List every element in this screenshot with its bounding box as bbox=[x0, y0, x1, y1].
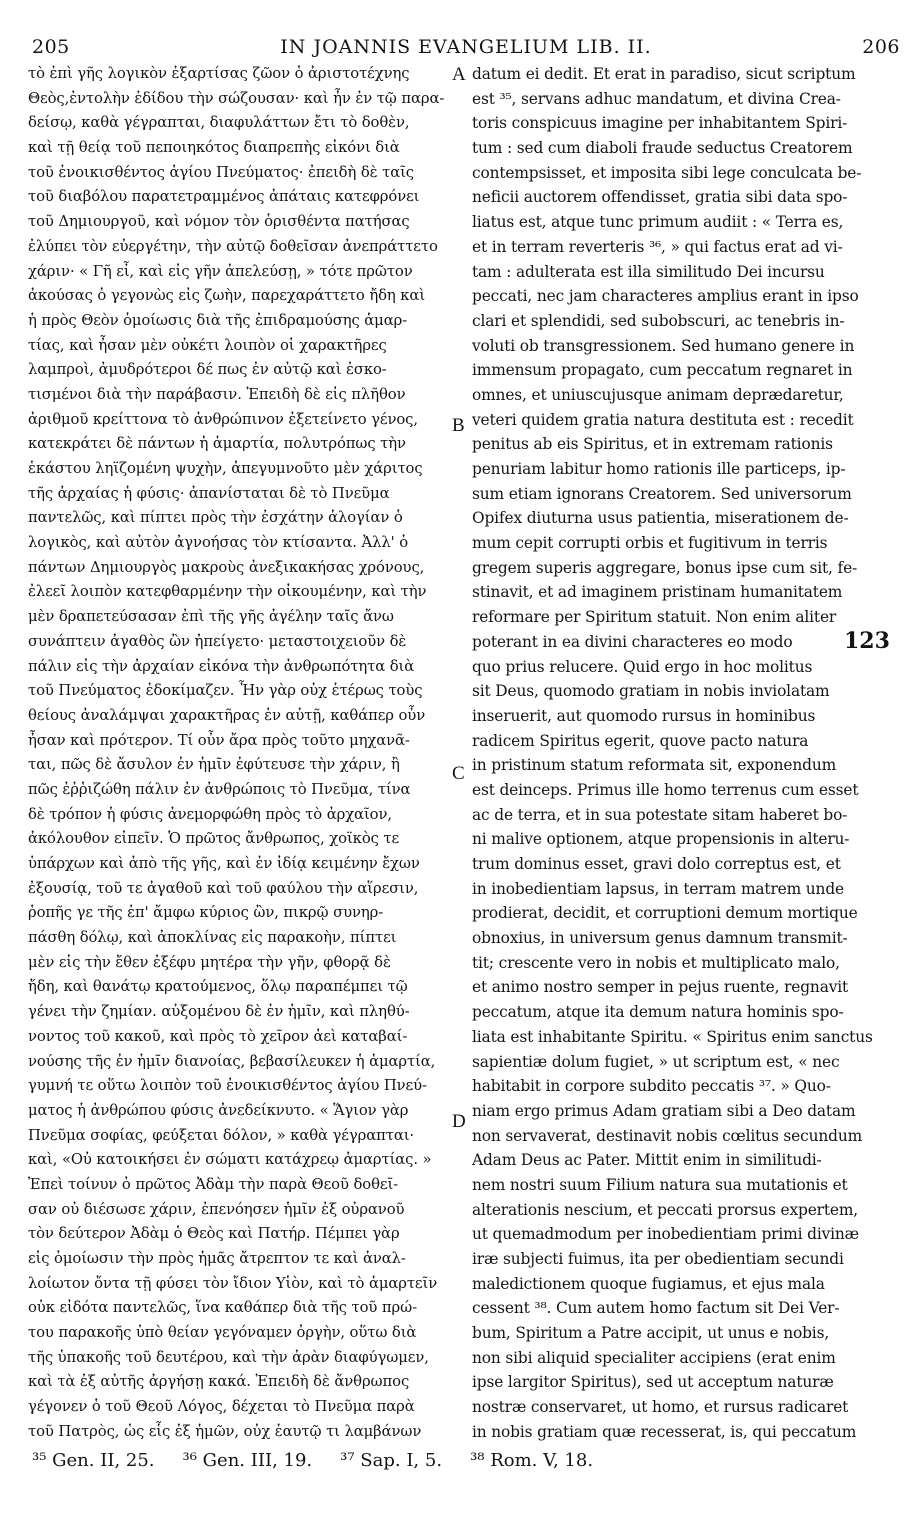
latin-text-line: reformare per Spiritum statuit. Non enim aliter bbox=[472, 608, 837, 627]
latin-text-line: prodierat, decidit, et corruptioni demum mortique bbox=[472, 904, 858, 923]
greek-text-line: δὲ τρόπον ἡ φύσις ἀνεμορφώθη πρὸς τὸ ἀρχαῖον, bbox=[28, 805, 392, 823]
latin-text-line: trum dominus esset, gravi dolo correptus est, et bbox=[472, 855, 841, 873]
latin-text-line: peccatum, atque ita demum natura hominis spo- bbox=[472, 1003, 844, 1022]
greek-text-line: νοντος τοῦ κακοῦ, καὶ πρὸς τὸ χεῖρον ἀεὶ καταβαί- bbox=[28, 1027, 408, 1045]
greek-text-line: τοῦ Πατρὸς, ὡς εἷς ἐξ ἡμῶν, οὐχ ἑαυτῷ τι λαμβάνων bbox=[28, 1422, 422, 1440]
greek-text-line: πῶς ἐῤῥιζώθη πάλιν ἐν ἀνθρώποις τὸ Πνεῦμα, τίνα bbox=[28, 780, 411, 798]
latin-text-line: stinavit, et ad imaginem pristinam humanitatem bbox=[472, 583, 843, 602]
latin-text-line: in inobedientiam lapsus, in terram matrem unde bbox=[472, 879, 844, 898]
latin-text-line: peccati, nec jam characteres amplius erant in ipso bbox=[472, 287, 859, 306]
footnotes bbox=[32, 1450, 900, 1478]
greek-text-line: ἐλεεῖ λοιπὸν κατεφθαρμένην τὴν οἰκουμένην, καὶ τὴν bbox=[28, 583, 427, 601]
greek-text-line: ἦσαν καὶ πρότερον. Τί οὖν ἄρα πρὸς τοῦτο μηχανᾶ- bbox=[28, 731, 410, 749]
greek-text-line: ἡ πρὸς Θεὸν ὁμοίωσις διὰ τῆς ἐπιδραμούσης ἁμαρ- bbox=[28, 311, 408, 329]
greek-text-line: νούσης τῆς ἐν ἡμῖν διανοίας, βεβασίλευκεν ἡ ἁμαρτία, bbox=[28, 1052, 436, 1070]
greek-text-line: ται, πῶς δὲ ἄσυλον ἐν ἡμῖν ἐφύτευσε τὴν χάριν, ἢ bbox=[28, 756, 400, 774]
latin-text-line: maledictionem quoque fugiamus, et ejus mala bbox=[472, 1274, 825, 1293]
greek-text-line: Ἐπεὶ τοίνυν ὁ πρῶτος Ἀδὰμ τὴν παρὰ Θεοῦ δοθεῖ- bbox=[28, 1175, 399, 1193]
greek-text-line: λοίωτον ὄντα τῇ φύσει τὸν ἴδιον Υἱὸν, καὶ τὸ ἁμαρτεῖν bbox=[28, 1274, 438, 1292]
latin-text-line: radicem Spiritus egerit, quove pacto natura bbox=[472, 731, 809, 750]
latin-text-line: tum : sed cum diaboli fraude seductus Creatorem bbox=[472, 139, 853, 158]
greek-text-line: τοῦ διαβόλου παρατετραμμένος ἀπάταις κατεφρόνει bbox=[28, 188, 420, 206]
greek-text-line: ἀκόλουθον εἰπεῖν. Ὁ πρῶτος ἄνθρωπος, χοϊκὸς τε bbox=[28, 830, 400, 848]
greek-text-line: του παρακοῆς ὑπὸ θείαν γεγόναμεν ὀργὴν, οὕτω διὰ bbox=[28, 1324, 417, 1342]
latin-text-line: ni malive optionem, atque propensionis in alteru- bbox=[472, 830, 850, 849]
footnote: ³⁶ Gen. III, 19. bbox=[182, 1450, 313, 1471]
latin-text-line: inseruerit, aut quomodo rursus in hominibus bbox=[472, 706, 816, 725]
latin-text-line: voluti ob transgressionem. Sed humano genere in bbox=[472, 336, 855, 355]
greek-text-line: μὲν δραπετεύσασαν ἐπὶ τῆς γῆς ἀγέλην ταῖς ἄνω bbox=[28, 608, 394, 626]
greek-text-line: καὶ, «Οὐ κατοικήσει ἐν σώματι κατάχρεῳ ἁμαρτίας. » bbox=[28, 1151, 432, 1169]
greek-text-line: ἤδη, καὶ θανάτῳ κρατούμενος, ὅλῳ παραπέμπει τῷ bbox=[28, 978, 408, 996]
greek-text-line: πάντων Δημιουργὸς μακροὺς ἀνεξικακήσας χρόνους, bbox=[28, 558, 425, 576]
greek-text-line: ἀκούσας ὁ γεγονὼς εἰς ζωὴν, παρεχαράττετο ἤδη καὶ bbox=[28, 287, 426, 305]
greek-text-line: τισμένοι διὰ τὴν παράβασιν. Ἐπειδὴ δὲ εἰς πλῆθον bbox=[28, 385, 406, 403]
latin-text-line: veteri quidem gratia natura destituta est : recedit bbox=[472, 410, 854, 429]
latin-text-line: Adam Deus ac Pater. Mittit enim in similitudi- bbox=[472, 1151, 822, 1170]
greek-text-line: Θεὸς,ἐντολὴν ἐδίδου τὴν σώζουσαν· καὶ ἦν ἐν τῷ παρα- bbox=[28, 89, 445, 107]
footnote: ³⁷ Sap. I, 5. bbox=[340, 1450, 443, 1471]
greek-text-line: τὸ ἐπὶ γῆς λογικὸν ἐξαρτίσας ζῶον ὁ ἀριστοτέχνης bbox=[28, 65, 410, 82]
greek-text-line: τῆς ὑπακοῆς τοῦ δευτέρου, καὶ τὴν ἀρὰν διαφύγωμεν, bbox=[28, 1348, 429, 1366]
latin-text-line: ipse largitor Spiritus), sed ut acceptum naturæ bbox=[472, 1373, 834, 1392]
latin-text-line: nostræ conservaret, ut homo, et rursus radicaret bbox=[472, 1398, 849, 1417]
greek-text-line: παντελῶς, καὶ πίπτει πρὸς τὴν ἐσχάτην ἀλογίαν ὁ bbox=[28, 509, 403, 527]
latin-text-line: in pristinum statum reformata sit, exponendum bbox=[472, 756, 837, 775]
greek-text-line: τίας, καὶ ἦσαν μὲν οὐκέτι λοιπὸν οἱ χαρακτῆρες bbox=[28, 336, 387, 354]
latin-text-line: toris conspicuus imagine per inhabitantem Spiri- bbox=[472, 114, 848, 133]
greek-text-line: ἐλύπει τὸν εὐεργέτην, τὴν αὐτῷ δοθεῖσαν ἀνεπράττετο bbox=[28, 237, 438, 255]
greek-text-line: γένει τὴν ζημίαν. αὐξομένου δὲ ἐν ἡμῖν, καὶ πληθύ- bbox=[28, 1003, 410, 1021]
greek-text-line: ἀριθμοῦ κρείττονα τὸ ἀνθρώπινον ἐξετείνετο γένος, bbox=[28, 410, 418, 428]
latin-text-line: tit; crescente vero in nobis et multiplicato malo, bbox=[472, 953, 840, 972]
latin-text-line: obnoxius, in universum genus damnum transmit- bbox=[472, 929, 848, 948]
greek-text-line: κατεκράτει δὲ πάντων ἡ ἁμαρτία, πολυτρόπως τὴν bbox=[28, 435, 406, 453]
greek-text-line: τοῦ ἐνοικισθέντος ἁγίου Πνεύματος· ἐπειδὴ δὲ ταῖς bbox=[28, 163, 414, 181]
latin-text-line: non sibi aliquid specialiter accipiens (erat enim bbox=[472, 1348, 836, 1367]
greek-text-line: χάριν· « Γῆ εἶ, καὶ εἰς γῆν ἀπελεύσῃ, » τότε πρῶτον bbox=[28, 262, 413, 280]
greek-text-line: θείους ἀναλάμψαι χαρακτῆρας ἐν αὐτῇ, καθάπερ οὖν bbox=[28, 706, 426, 724]
greek-text-line: οὐκ εἰδότα παντελῶς, ἵνα καθάπερ διὰ τῆς τοῦ πρώ- bbox=[28, 1299, 417, 1317]
greek-text-line: σαν οὐ διέσωσε χάριν, ἐπενόησεν ἡμῖν ἐξ οὐρανοῦ bbox=[28, 1200, 405, 1218]
greek-text-line: τοῦ Δημιουργοῦ, καὶ νόμον τὸν ὁρισθέντα πατήσας bbox=[28, 213, 410, 231]
latin-text-line: penuriam labitur homo rationis ille particeps, ip- bbox=[472, 460, 846, 478]
running-head bbox=[32, 36, 900, 60]
greek-text-line: Πνεῦμα σοφίας, φεύξεται δόλον, » καθὰ γέγραπται· bbox=[28, 1126, 415, 1144]
latin-text-line: et animo nostro semper in pejus ruente, regnavit bbox=[472, 978, 849, 997]
latin-text-line: tam : adulterata est illa similitudo Dei incursu bbox=[472, 262, 825, 281]
margin-letter-b: B bbox=[452, 415, 465, 436]
latin-text-line: ut quemadmodum per inobedientiam primi divinæ bbox=[472, 1225, 859, 1244]
latin-text-line: quo prius relucere. Quid ergo in hoc molitus bbox=[472, 657, 813, 676]
margin-page-number: 123 bbox=[844, 628, 890, 654]
footnote: ³⁸ Rom. V, 18. bbox=[470, 1450, 594, 1471]
greek-text-line: ἐξουσίᾳ, τοῦ τε ἀγαθοῦ καὶ τοῦ φαύλου τὴν αἵρεσιν, bbox=[28, 879, 419, 897]
greek-text-line: ὑπάρχων καὶ ἀπὸ τῆς γῆς, καὶ ἐν ἰδίᾳ κειμένην ἔχων bbox=[28, 855, 420, 872]
latin-text-line: omnes, et uniuscujusque animam deprædaretur, bbox=[472, 385, 844, 404]
latin-text-line: nem nostri suum Filium natura sua mutationis et bbox=[472, 1175, 848, 1194]
latin-text-line: in nobis gratiam quæ recesserat, is, qui peccatum bbox=[472, 1422, 857, 1441]
margin-letter-a: A bbox=[452, 64, 466, 85]
latin-text-line: gregem superis aggregare, bonus ipse cum sit, fe- bbox=[472, 558, 858, 577]
latin-text-line: mum cepit corrupti orbis et fugitivum in terris bbox=[472, 534, 828, 553]
greek-column bbox=[28, 62, 448, 1442]
margin-letter-d: D bbox=[452, 1111, 466, 1132]
latin-text-line: contempsisset, et imposita sibi lege conculcata be- bbox=[472, 163, 862, 182]
greek-text-line: τὸν δεύτερον Ἀδὰμ ὁ Θεὸς καὶ Πατήρ. Πέμπει γὰρ bbox=[28, 1225, 400, 1243]
page-number-left: 205 bbox=[32, 36, 70, 58]
latin-column bbox=[472, 62, 910, 1442]
latin-text-line: sum etiam ignorans Creatorem. Sed universorum bbox=[472, 484, 852, 503]
latin-text-line: non servaverat, destinavit nobis cœlitus secundum bbox=[472, 1126, 863, 1145]
latin-text-line: liata est inhabitante Spiritu. « Spiritus enim sanctus bbox=[472, 1027, 873, 1046]
greek-text-line: καὶ τῇ θείᾳ τοῦ πεποιηκότος διαπρεπὴς εἰκόνι διὰ bbox=[28, 139, 400, 157]
latin-text-line: cessent ³⁸. Cum autem homo factum sit Dei Ver- bbox=[472, 1299, 840, 1318]
greek-text-line: ἑκάστου ληϊζομένη ψυχὴν, ἀπεγυμνοῦτο μὲν χάριτος bbox=[28, 460, 423, 477]
latin-text-line: immensum propagato, cum peccatum regnaret in bbox=[472, 361, 853, 380]
greek-text-line: καὶ τὰ ἐξ αὐτῆς ἀργήσῃ κακά. Ἐπειδὴ δὲ ἄνθρωπος bbox=[28, 1373, 410, 1391]
latin-text-line: est deinceps. Primus ille homo terrenus cum esset bbox=[472, 780, 859, 799]
greek-text-line: πάλιν εἰς τὴν ἀρχαίαν εἰκόνα τὴν ἀνθρωπότητα διὰ bbox=[28, 657, 415, 675]
latin-text-line: est ³⁵, servans adhuc mandatum, et divina Crea- bbox=[472, 89, 841, 108]
greek-text-line: εἰς ὁμοίωσιν τὴν πρὸς ἡμᾶς ἄτρεπτον τε καὶ ἀναλ- bbox=[28, 1250, 406, 1267]
latin-text-line: et in terram reverteris ³⁶, » qui factus erat ad vi- bbox=[472, 237, 843, 256]
greek-text-line: τῆς ἀρχαίας ἡ φύσις· ἀπανίσταται δὲ τὸ Πνεῦμα bbox=[28, 484, 390, 502]
latin-text-line: clari et splendidi, sed subobscuri, ac tenebris in- bbox=[472, 311, 845, 330]
latin-text-line: datum ei dedit. Et erat in paradiso, sicut scriptum bbox=[472, 65, 856, 83]
greek-text-line: συνάπτειν ἀγαθὸς ὢν ἠπείγετο· μεταστοιχειοῦν δὲ bbox=[28, 632, 407, 650]
footnote: ³⁵ Gen. II, 25. bbox=[32, 1450, 155, 1471]
greek-text-line: πάσθη δόλῳ, καὶ ἀποκλίνας εἰς παρακοὴν, πίπτει bbox=[28, 929, 397, 947]
latin-text-line: alterationis nescium, et peccati prorsus expertem, bbox=[472, 1200, 859, 1219]
greek-text-line: δείσῳ, καθὰ γέγραπται, διαφυλάττων ἔτι τὸ δοθὲν, bbox=[28, 114, 410, 132]
latin-text-line: sapientiæ dolum fugiet, » ut scriptum est, « nec bbox=[472, 1052, 840, 1071]
greek-text-line: λογικὸς, καὶ αὐτὸν ἀγνοήσας τὸν κτίσαντα. Ἀλλ' ὁ bbox=[28, 534, 409, 552]
greek-text-line: γυμνή τε οὕτω λοιπὸν τοῦ ἐνοικισθέντος ἁγίου Πνεύ- bbox=[28, 1077, 427, 1095]
latin-text-line: niam ergo primus Adam gratiam sibi a Deo datam bbox=[472, 1101, 856, 1120]
greek-text-line: τοῦ Πνεύματος ἐδοκίμαζεν. Ἦν γὰρ οὐχ ἑτέρως τοὺς bbox=[28, 682, 423, 700]
latin-text-line: iræ subjecti fuimus, ita per obedientiam secundi bbox=[472, 1250, 844, 1268]
margin-letter-c: C bbox=[452, 763, 465, 784]
latin-text-line: neficii auctorem offendisset, gratia sibi data spo- bbox=[472, 188, 848, 207]
greek-text-line: μὲν εἰς τὴν ἔθεν ἐξέφυ μητέρα τὴν γῆν, φθορᾷ δὲ bbox=[28, 953, 391, 971]
latin-text-line: habitabit in corpore subdito peccatis ³⁷. » Quo- bbox=[472, 1077, 831, 1096]
greek-text-line: ματος ἡ ἀνθρώπου φύσις ἀνεδείκνυτο. « Ἅγιον γὰρ bbox=[28, 1101, 409, 1119]
latin-text-line: poterant in ea divini characteres eo modo bbox=[472, 632, 793, 651]
latin-text-line: penitus ab eis Spiritus, et in extremam rationis bbox=[472, 435, 833, 454]
running-title: IN JOANNIS EVANGELIUM LIB. II. bbox=[280, 36, 652, 58]
latin-text-line: Opifex diuturna usus patientia, miserationem de- bbox=[472, 509, 849, 528]
latin-text-line: bum, Spiritum a Patre accipit, ut unus e nobis, bbox=[472, 1324, 830, 1343]
greek-text-line: λαμπροὶ, ἀμυδρότεροι δέ πως ἐν αὐτῷ καὶ ἐσκο- bbox=[28, 361, 387, 379]
latin-text-line: sit Deus, quomodo gratiam in nobis inviolatam bbox=[472, 682, 830, 701]
latin-text-line: liatus est, atque tunc primum audiit : « Terra es, bbox=[472, 213, 844, 232]
greek-text-line: ῥοπῆς γε τῆς ἐπ' ἄμφω κύριος ὢν, πικρῷ συνηρ- bbox=[28, 904, 384, 922]
greek-text-line: γέγονεν ὁ τοῦ Θεοῦ Λόγος, δέχεται τὸ Πνεῦμα παρὰ bbox=[28, 1398, 415, 1416]
latin-text-line: ac de terra, et in sua potestate sitam haberet bo- bbox=[472, 805, 848, 824]
page-number-right: 206 bbox=[862, 36, 900, 58]
